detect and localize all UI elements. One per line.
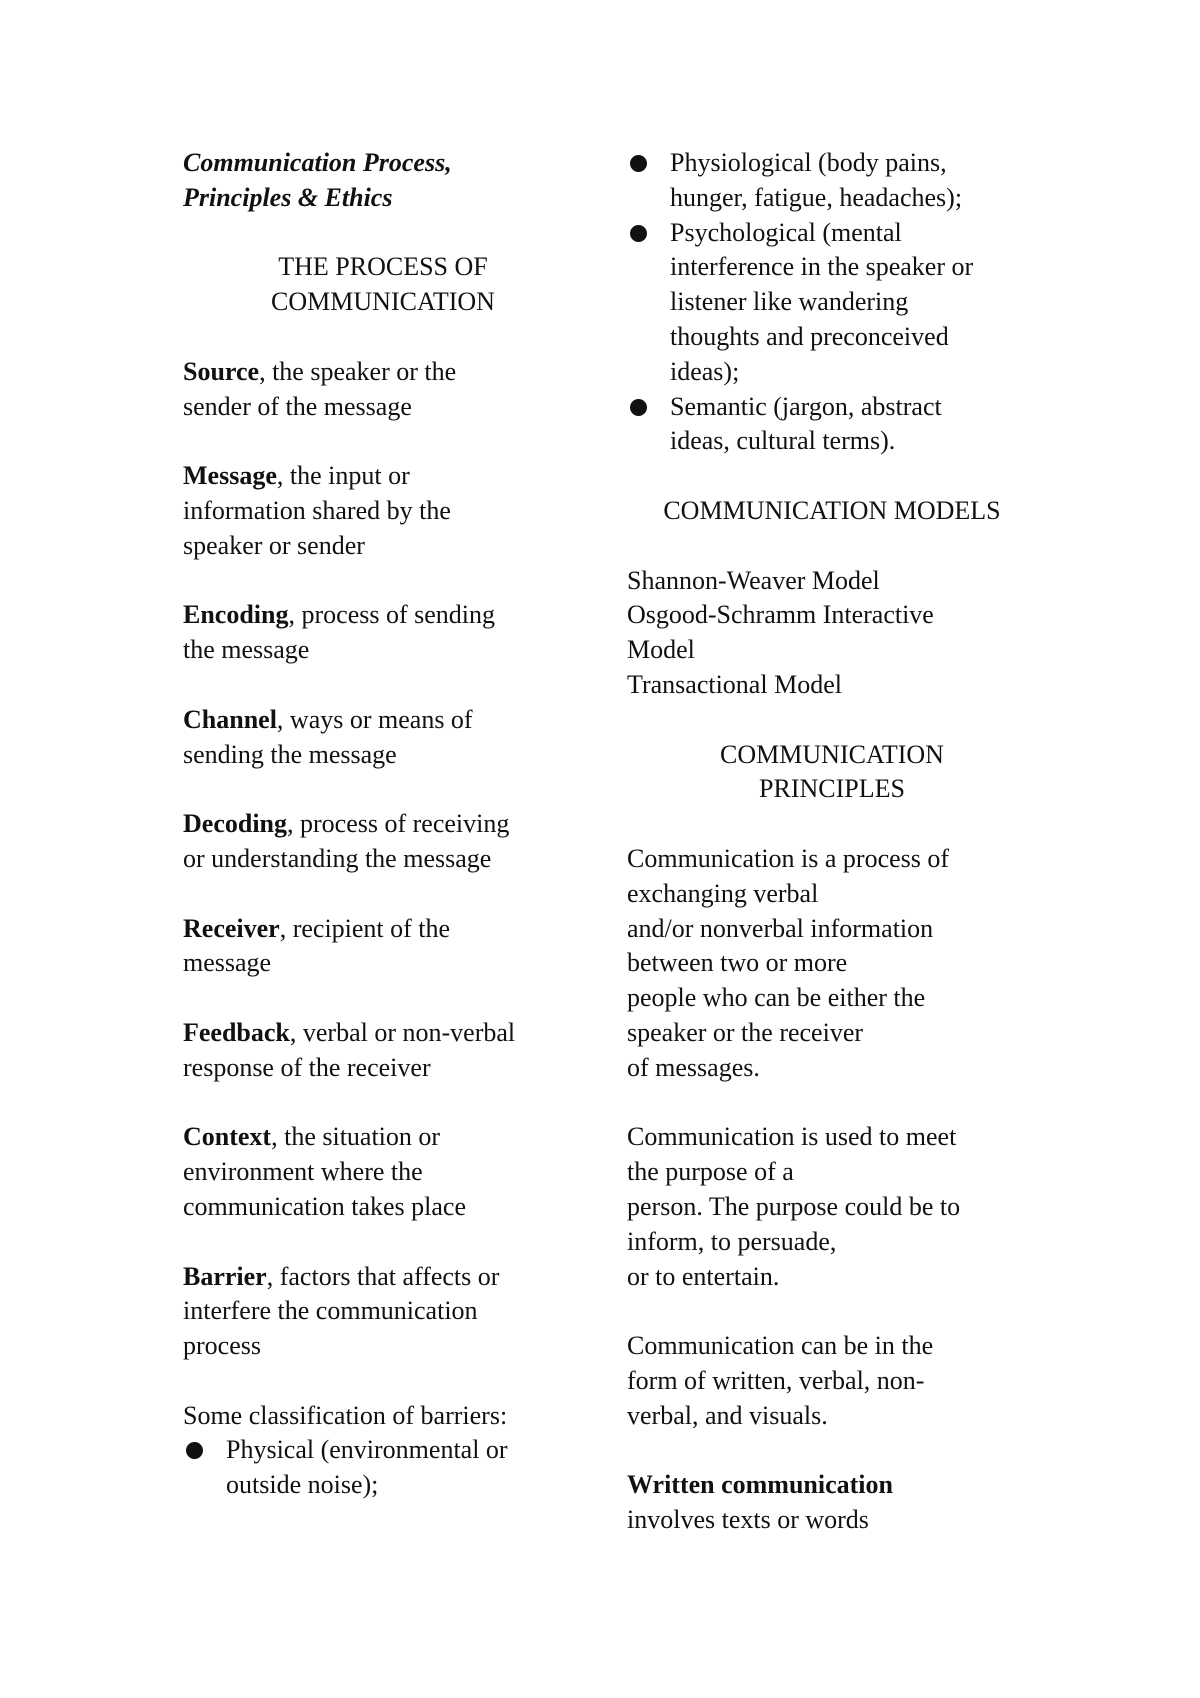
term-receiver (183, 912, 583, 982)
term-definition: response of the receiver (183, 1052, 431, 1082)
term-definition: message (183, 948, 272, 978)
term-decoding (183, 807, 583, 877)
term-definition: environment where the (183, 1157, 423, 1187)
term-label: Encoding (183, 600, 289, 630)
paragraph-line: or to entertain. (627, 1261, 780, 1291)
list-item (627, 216, 1037, 390)
paragraph-line: verbal, and visuals. (627, 1400, 828, 1430)
models-list (627, 564, 1037, 703)
bullet-icon (630, 225, 647, 242)
heading-line: COMMUNICATION (720, 739, 944, 769)
term-channel (183, 703, 583, 773)
term-definition: , recipient of the (279, 913, 451, 943)
term-definition: , the input or (276, 461, 410, 491)
paragraph-line: and/or nonverbal information (627, 913, 934, 943)
title-line: Communication Process, (183, 148, 452, 177)
term-definition: , process of receiving (287, 809, 510, 839)
term-message (183, 459, 583, 563)
term-label: Message (183, 461, 277, 491)
term-definition: , the speaker or the (259, 356, 457, 386)
model-name: Model (627, 635, 695, 665)
term-label: Context (183, 1122, 272, 1152)
list-item-text: Physiological (body pains, (670, 148, 947, 177)
term-definition: involves texts or words (627, 1505, 869, 1535)
term-definition: communication takes place (183, 1191, 467, 1221)
title-line: Principles & Ethics (183, 182, 393, 212)
term-encoding (183, 598, 583, 668)
barriers-intro: Some classification of barriers: (183, 1400, 508, 1430)
document-title (183, 146, 583, 216)
list-item (627, 146, 1037, 216)
bullet-icon (630, 155, 647, 172)
list-item-text: thoughts and preconceived (670, 321, 949, 351)
term-label: Feedback (183, 1017, 290, 1047)
term-barrier (183, 1260, 583, 1364)
principle-paragraph (627, 842, 1037, 1086)
term-definition: the message (183, 635, 310, 665)
term-label: Source (183, 356, 260, 386)
barrier-list (183, 1433, 583, 1503)
paragraph-line: Communication is used to meet (627, 1122, 957, 1152)
paragraph-line: form of written, verbal, non- (627, 1365, 925, 1395)
list-item (627, 390, 1037, 460)
list-item-text: ideas); (670, 356, 740, 386)
left-column (183, 146, 583, 1503)
written-communication (627, 1468, 1037, 1538)
paragraph-line: people who can be either the (627, 983, 926, 1013)
paragraph-line: Communication can be in the (627, 1331, 934, 1361)
paragraph-line: exchanging verbal (627, 878, 819, 908)
term-definition: , the situation or (271, 1122, 441, 1152)
paragraph-line: Communication is a process of (627, 843, 950, 873)
term-label: Barrier (183, 1261, 267, 1291)
term-feedback (183, 1016, 583, 1086)
paragraph-line: of messages. (627, 1052, 760, 1082)
list-item-text: outside noise); (226, 1470, 379, 1500)
list-item (183, 1433, 583, 1503)
term-definition: , process of sending (288, 600, 496, 630)
term-definition: speaker or sender (183, 530, 365, 560)
term-source (183, 355, 583, 425)
barrier-list-continued (627, 146, 1037, 459)
term-label: Channel (183, 704, 277, 734)
paragraph-line: between two or more (627, 948, 848, 978)
list-item-text: Semantic (jargon, abstract (670, 391, 942, 421)
section-heading-principles (627, 738, 1037, 808)
list-item-text: interference in the speaker or (670, 252, 974, 282)
section-heading-process (183, 250, 583, 320)
model-name: Osgood-Schramm Interactive (627, 600, 934, 630)
list-item-text: hunger, fatigue, headaches); (670, 182, 963, 212)
list-item-text: Physical (environmental or (226, 1435, 508, 1465)
paragraph-line: person. The purpose could be to (627, 1191, 961, 1221)
section-heading-models: COMMUNICATION MODELS (663, 495, 1001, 525)
paragraph-line: the purpose of a (627, 1157, 794, 1187)
bullet-icon (630, 399, 647, 416)
term-definition: information shared by the (183, 495, 451, 525)
list-item-text: listener like wandering (670, 287, 909, 317)
term-label: Decoding (183, 809, 287, 839)
term-definition: sending the message (183, 739, 397, 769)
paragraph-line: inform, to persuade, (627, 1226, 837, 1256)
term-definition: or understanding the message (183, 843, 492, 873)
model-name: Transactional Model (627, 669, 842, 699)
term-context (183, 1120, 583, 1224)
bullet-icon (186, 1442, 203, 1459)
list-item-text: Psychological (mental (670, 217, 902, 247)
term-definition: , verbal or non-verbal (289, 1017, 516, 1047)
heading-line: COMMUNICATION (271, 287, 495, 317)
term-definition: interfere the communication (183, 1296, 478, 1326)
term-definition: sender of the message (183, 391, 412, 421)
term-definition: , factors that affects or (266, 1261, 500, 1291)
term-definition: process (183, 1331, 261, 1361)
list-item-text: ideas, cultural terms). (670, 426, 896, 456)
principle-paragraph (627, 1120, 1037, 1294)
term-label: Receiver (183, 913, 280, 943)
paragraph-line: speaker or the receiver (627, 1017, 864, 1047)
model-name: Shannon-Weaver Model (627, 565, 880, 595)
term-label: Written communication (627, 1470, 893, 1500)
principle-paragraph (627, 1329, 1037, 1433)
term-definition: , ways or means of (276, 704, 473, 734)
heading-line: PRINCIPLES (759, 774, 905, 804)
right-column (627, 146, 1037, 1538)
heading-line: THE PROCESS OF (278, 252, 488, 282)
